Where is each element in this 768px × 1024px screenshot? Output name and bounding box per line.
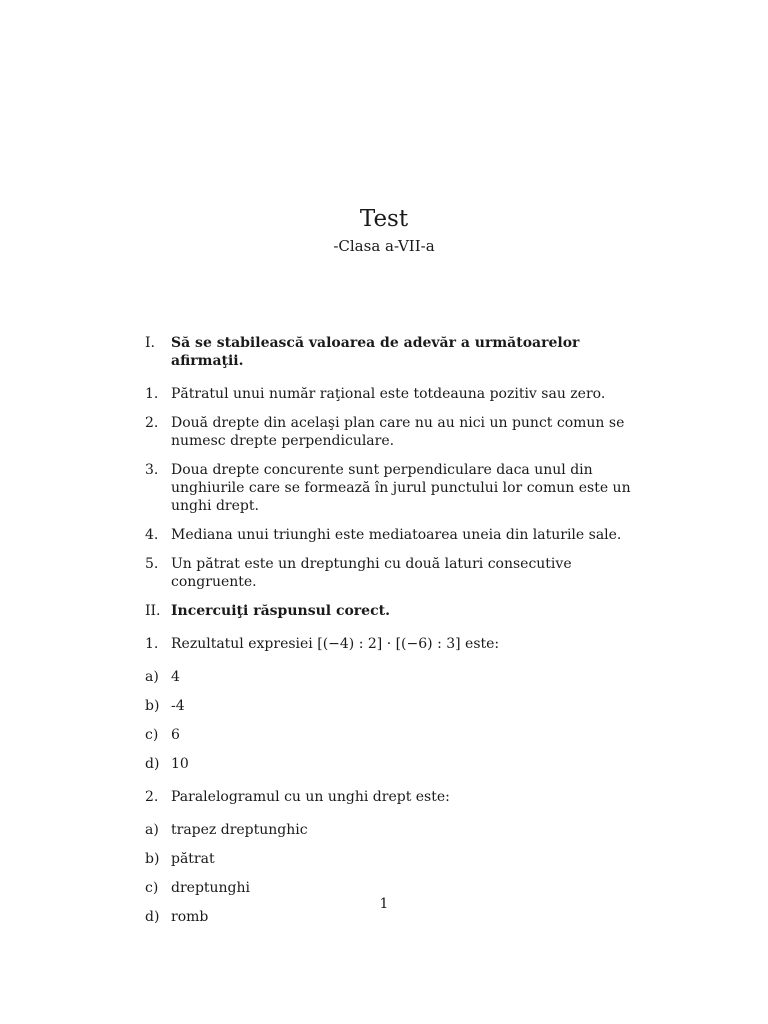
statement-item [145, 461, 645, 515]
statement-item [145, 414, 645, 450]
section-heading: Să se stabilească valoarea de adevăr a următoarelor afirmaţii. [171, 335, 580, 369]
item-text: Un pătrat este un dreptunghi cu două laturi consecutive congruente. [171, 556, 572, 590]
option-letter: b) [145, 851, 160, 867]
statement-item [145, 385, 645, 403]
option-text: 10 [171, 756, 189, 772]
option-letter: c) [145, 727, 159, 743]
answer-option[interactable] [145, 850, 645, 868]
option-text: -4 [171, 698, 185, 714]
document-subtitle: -Clasa a-VII-a [333, 237, 435, 255]
document-title: Test [359, 206, 409, 232]
question-number: 2. [145, 789, 159, 805]
option-letter: a) [145, 669, 159, 685]
option-text: 6 [171, 727, 180, 743]
option-letter: d) [145, 756, 160, 772]
item-number: 1. [145, 386, 159, 402]
option-text: 4 [171, 669, 180, 685]
option-letter: c) [145, 880, 159, 896]
answer-option[interactable] [145, 668, 645, 686]
item-number: 4. [145, 527, 159, 543]
option-letter: b) [145, 698, 160, 714]
section-1-heading [145, 334, 645, 370]
item-text: Doua drepte concurente sunt perpendiculare daca unul din unghiurile care se formează în jurul punctului lor comun este un unghi drept. [171, 462, 631, 514]
question-item [145, 635, 645, 653]
option-letter: d) [145, 909, 160, 925]
option-letter: a) [145, 822, 159, 838]
section-number: I. [145, 335, 155, 351]
section-heading: Incercuiţi răspunsul corect. [171, 603, 390, 619]
option-text: pătrat [171, 851, 215, 867]
question-text: Rezultatul expresiei [(−4) : 2] · [(−6) : 3] este: [171, 636, 500, 652]
answer-option[interactable] [145, 821, 645, 839]
answer-option[interactable] [145, 697, 645, 715]
statement-item [145, 526, 645, 544]
section-number: II. [145, 603, 161, 619]
answer-option[interactable] [145, 755, 645, 773]
option-text: trapez dreptunghic [171, 822, 308, 838]
question-item [145, 788, 645, 806]
option-text: dreptunghi [171, 880, 251, 896]
item-text: Două drepte din acelaşi plan care nu au nici un punct comun se numesc drepte perpendiculare. [171, 415, 625, 449]
answer-option[interactable] [145, 879, 645, 897]
section-2-heading [145, 602, 645, 620]
page-number: 1 [379, 896, 389, 912]
item-text: Mediana unui triunghi este mediatoarea uneia din laturile sale. [171, 527, 622, 543]
question-text: Paralelogramul cu un unghi drept este: [171, 789, 450, 805]
answer-option[interactable] [145, 726, 645, 744]
statement-item [145, 555, 645, 591]
item-number: 3. [145, 462, 159, 478]
item-number: 2. [145, 415, 159, 431]
document-body [145, 334, 645, 937]
option-text: romb [171, 909, 209, 925]
item-number: 5. [145, 556, 159, 572]
item-text: Pătratul unui număr raţional este totdeauna pozitiv sau zero. [171, 386, 606, 402]
question-number: 1. [145, 636, 159, 652]
